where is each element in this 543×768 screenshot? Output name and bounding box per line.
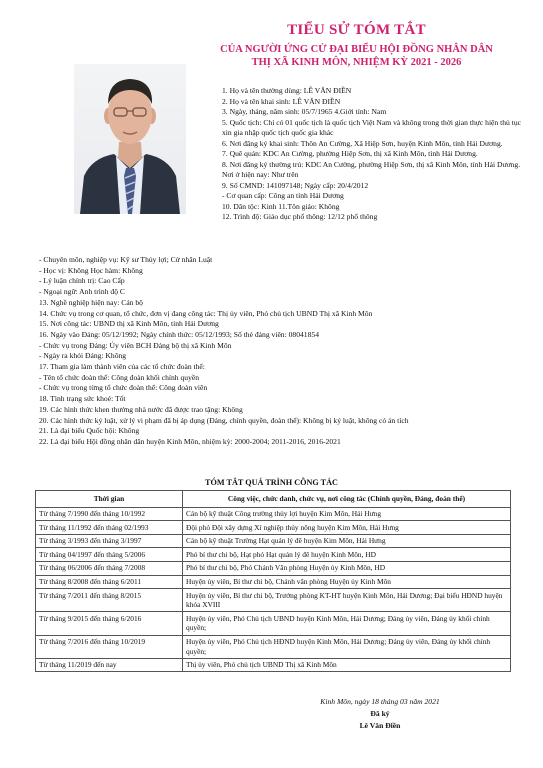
table-row [36, 534, 511, 548]
row-position: Cán bộ kỹ thuật Công trường thủy lợi huyện Kim Môn, Hải Hưng [183, 507, 511, 521]
row-position: Thị ủy viên, Phó chủ tịch UBND Thị xã Kinh Môn [183, 658, 511, 672]
table-row [36, 658, 511, 672]
detail-organization-name: - Tên tổ chức đoàn thể: Công đoàn khối chính quyền [39, 372, 200, 382]
field-hometown: 7. Quê quán: KDC An Cường, phường Hiệp Sơn, thị xã Kinh Môn, tỉnh Hải Dương. [222, 149, 478, 158]
field-current-residence: Nơi ở hiện nay: Như trên [222, 170, 299, 179]
row-position: Phó bí thư chi bộ, Phó Chánh Văn phòng Huyện ủy Kinh Môn, HD [183, 561, 511, 575]
row-position: Phó bí thư chi bộ, Hạt phó Hạt quản lý đê huyện Kinh Môn, HD [183, 548, 511, 562]
row-position: Huyện ủy viên, Phó Chủ tịch HĐND huyện Kinh Môn, Hải Dương; Đảng ủy viên, Đảng ủy khối chính quyền; [183, 635, 511, 658]
row-position: Cán bộ kỹ thuật Trường Hạt quản lý đê huyện Kim Môn, Hải Hưng [183, 534, 511, 548]
signature-block [300, 696, 460, 732]
biography-details [39, 255, 509, 448]
row-period: Từ tháng 7/2011 đến tháng 8/2015 [36, 589, 183, 612]
candidate-photo [74, 64, 186, 214]
document-subtitle-line2: THỊ XÃ KINH MÔN, NHIỆM KỲ 2021 - 2026 [251, 57, 462, 68]
field-birth-date-gender: 3. Ngày, tháng, năm sinh: 05/7/1965 4.Giới tính: Nam [222, 107, 387, 116]
row-period: Từ tháng 8/2008 đến tháng 6/2011 [36, 575, 183, 589]
table-row [36, 561, 511, 575]
row-position: Huyện ủy viên, Phó Chủ tịch UBND huyện Kinh Môn, Hải Dương; Đảng ủy viên, Đảng ủy khối chính quyền; [183, 612, 511, 635]
row-position: Huyện ủy viên, Bí thư chi bộ, Chánh văn phòng Huyện ủy Kinh Môn [183, 575, 511, 589]
field-nationality: 5. Quốc tịch: Chỉ có 01 quốc tịch là quốc tịch Việt Nam và không trong thời gian thực hiện thủ tục xin gia nhập quốc tịch quốc gia khác [222, 117, 521, 137]
header-position: Công việc, chức danh, chức vụ, nơi công tác (Chính quyền, Đảng, đoàn thể) [183, 491, 511, 508]
field-education-level: 12. Trình độ: Giáo dục phổ thông: 12/12 phổ thông [222, 212, 378, 221]
row-period: Từ tháng 11/1992 đến tháng 02/1993 [36, 521, 183, 535]
field-birth-registration: 6. Nơi đăng ký khai sinh: Thôn An Cường, Xã Hiệp Sơn, huyện Kinh Môn, tỉnh Hải Dương. [222, 138, 503, 148]
table-row [36, 548, 511, 562]
detail-position: 14. Chức vụ trong cơ quan, tổ chức, đơn vị đang công tác: Thị ủy viên, Phó chủ tịch UBND Thị xã Kinh Môn [39, 308, 373, 318]
table-header-row [36, 491, 511, 508]
document-subtitle-line1: CỦA NGƯỜI ỨNG CỬ ĐẠI BIỂU HỘI ĐỒNG NHÂN DÂN [220, 44, 493, 55]
row-period: Từ tháng 11/2019 đến nay [36, 658, 183, 672]
detail-peoples-council: 22. Là đại biểu Hội đồng nhân dân huyện Kinh Môn, nhiệm kỳ: 2000-2004; 2011-2016, 2016-2021 [39, 436, 341, 446]
row-period: Từ tháng 04/1997 đến tháng 5/2006 [36, 548, 183, 562]
table-row [36, 612, 511, 635]
detail-occupation: 13. Nghề nghiệp hiện nay: Cán bộ [39, 297, 143, 307]
row-period: Từ tháng 7/2016 đến tháng 10/2019 [36, 635, 183, 658]
field-permanent-residence: 8. Nơi đăng ký thường trú: KDC An Cường, phường Hiệp Sơn, thị xã Kinh Môn, tỉnh Hải Dương. [222, 159, 521, 169]
row-position: Đội phó Đội xây dựng Xí nghiệp thủy nông huyện Kim Môn, Hải Hưng [183, 521, 511, 535]
field-issuing-agency: - Cơ quan cấp: Công an tỉnh Hải Dương [222, 191, 344, 200]
detail-specialty: - Chuyên môn, nghiệp vụ: Kỹ sư Thủy lợi; Cử nhân Luật [39, 255, 213, 264]
table-row [36, 575, 511, 589]
row-period: Từ tháng 3/1993 đến tháng 3/1997 [36, 534, 183, 548]
detail-foreign-language: - Ngoại ngữ: Anh trình độ C [39, 287, 125, 297]
field-common-name: 1. Họ và tên thường dùng: LÊ VĂN ĐIỀN [222, 86, 352, 95]
work-history-table [35, 490, 511, 672]
table-row [36, 589, 511, 612]
detail-party-position: - Chức vụ trong Đảng: Ủy viên BCH Đảng bộ thị xã Kinh Môn [39, 340, 232, 350]
row-position: Huyện ủy viên, Bí thư chi bộ, Trưởng phòng KT-HT huyện Kinh Môn, Hải Dương; Đại biểu HĐND huyện khóa XVIII [183, 589, 511, 612]
row-period: Từ tháng 06/2006 đến tháng 7/2008 [36, 561, 183, 575]
table-row [36, 521, 511, 535]
signature-status: Đã ký [370, 709, 390, 718]
detail-academic-degree: - Học vị: Không Học hàm: Không [39, 265, 143, 275]
table-row [36, 635, 511, 658]
signature-name: Lê Văn Điền [359, 721, 401, 730]
work-history-title: TÓM TẮT QUÁ TRÌNH CÔNG TÁC [205, 478, 338, 487]
table-row [36, 507, 511, 521]
detail-organizations: 17. Tham gia làm thành viên của các tổ chức đoàn thể: [39, 362, 205, 372]
detail-awards: 19. Các hình thức khen thưởng nhà nước đã được trao tặng: Không [39, 404, 243, 414]
row-period: Từ tháng 7/1990 đến tháng 10/1992 [36, 507, 183, 521]
personal-info-fields [222, 86, 522, 223]
signature-date: Kinh Môn, ngày 18 tháng 03 năm 2021 [320, 697, 440, 706]
detail-party-exit: - Ngày ra khỏi Đảng: Không [39, 351, 127, 361]
document-title: TIỂU SỬ TÓM TẮT [287, 22, 426, 38]
detail-health: 18. Tình trạng sức khoẻ: Tốt [39, 394, 126, 404]
header-period: Thời gian [36, 491, 183, 508]
row-period: Từ tháng 9/2015 đến tháng 6/2016 [36, 612, 183, 635]
detail-discipline: 20. Các hình thức kỷ luật, xử lý vi phạm đã bị áp dụng (Đảng, chính quyền, đoàn thể): Không bị kỷ luật, không có án tích [39, 415, 409, 425]
field-ethnicity-religion: 10. Dân tộc: Kinh 11.Tôn giáo: Không [222, 201, 340, 211]
detail-organization-role: - Chức vụ trong từng tổ chức đoàn thể: Công đoàn viên [39, 383, 208, 393]
detail-workplace: 15. Nơi công tác: UBND thị xã Kinh Môn, tỉnh Hải Dương [39, 319, 219, 329]
field-id-card: 9. Số CMND: 141097148; Ngày cấp: 20/4/2012 [222, 180, 369, 190]
detail-party-admission: 16. Ngày vào Đảng: 05/12/1992; Ngày chính thức: 05/12/1993; Số thẻ đảng viên: 08041854 [39, 329, 319, 339]
detail-national-assembly: 21. Là đại biểu Quốc hội: Không [39, 426, 140, 436]
detail-political-theory: - Lý luận chính trị: Cao Cấp [39, 276, 125, 286]
field-birth-name: 2. Họ và tên khai sinh: LÊ VĂN ĐIỀN [222, 96, 341, 106]
